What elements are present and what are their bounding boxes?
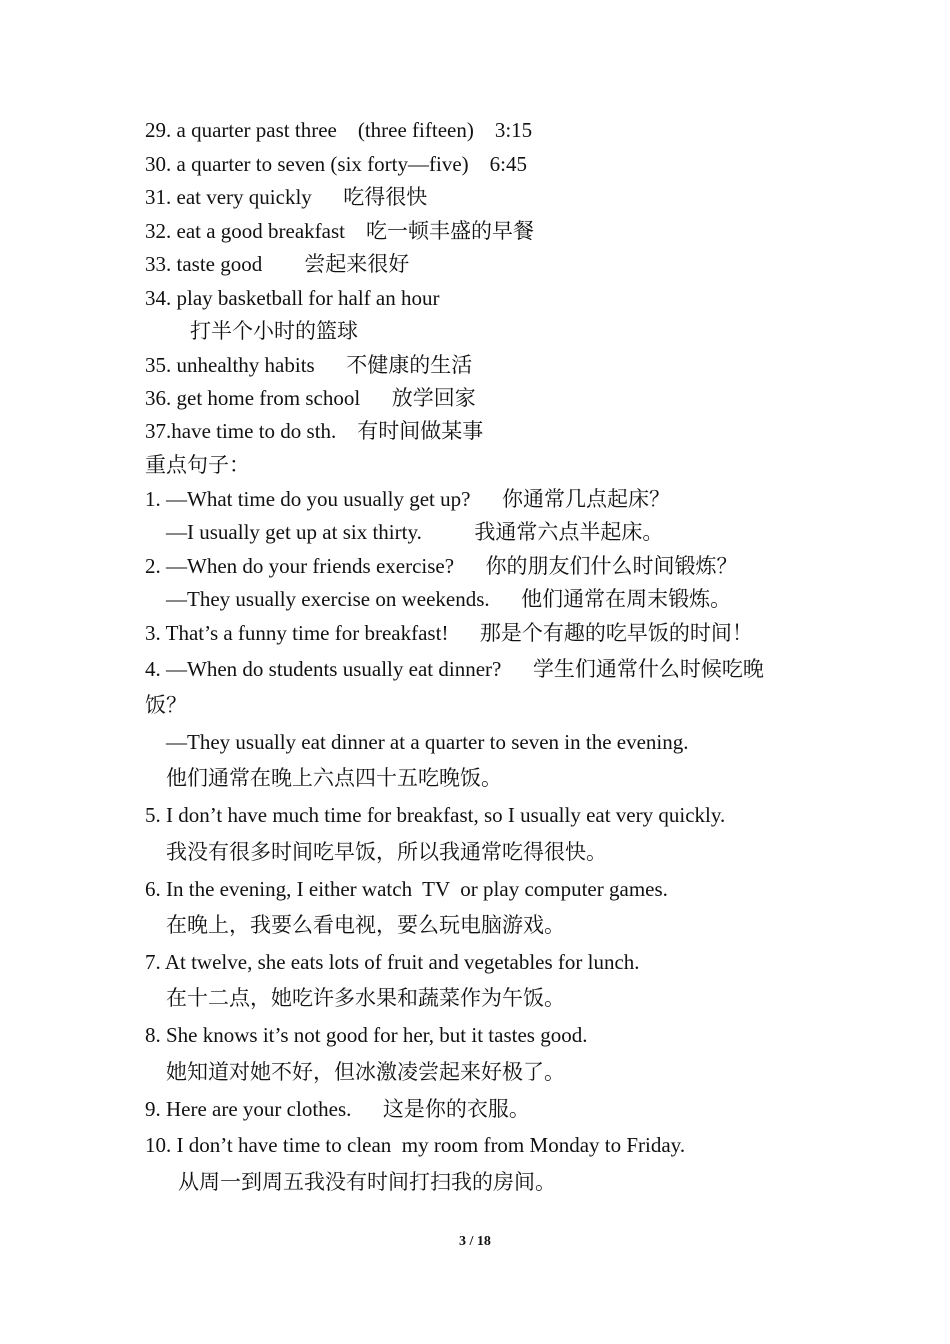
sentence-4-question: 4. —When do students usually eat dinner? 学生们通常什么时候吃晚 (145, 657, 764, 681)
page-number: 3 / 18 (459, 1234, 491, 1249)
sentence-9: 9. Here are your clothes. 这是你的衣服。 (145, 1097, 530, 1121)
sentence-4-translation: 他们通常在晚上六点四十五吃晚饭。 (166, 766, 502, 790)
sentence-2-question: 2. —When do your friends exercise? 你的朋友们什么时间锻炼？ (145, 554, 738, 578)
sentence-5: 5. I don’t have much time for breakfast, so I usually eat very quickly. (145, 803, 726, 827)
phrase-32: 32. eat a good breakfast 吃一顿丰盛的早餐 (145, 219, 535, 243)
sentence-8: 8. She knows it’s not good for her, but it tastes good. (145, 1023, 588, 1047)
sentence-8-translation: 她知道对她不好，但冰激凌尝起来好极了。 (166, 1060, 565, 1084)
phrase-33: 33. taste good 尝起来很好 (145, 252, 410, 276)
sentence-1-question: 1. —What time do you usually get up? 你通常几点起床？ (145, 487, 670, 511)
sentence-10-translation: 从周一到周五我没有时间打扫我的房间。 (178, 1170, 556, 1194)
phrase-36: 36. get home from school 放学回家 (145, 386, 476, 410)
sentence-7: 7. At twelve, she eats lots of fruit and vegetables for lunch. (145, 950, 640, 974)
phrase-31: 31. eat very quickly 吃得很快 (145, 185, 428, 209)
phrase-34-translation: 打半个小时的篮球 (190, 319, 358, 343)
phrase-34: 34. play basketball for half an hour (145, 286, 440, 310)
section-heading: 重点句子： (145, 453, 250, 477)
sentence-6: 6. In the evening, I either watch TV or play computer games. (145, 877, 668, 901)
sentence-7-translation: 在十二点，她吃许多水果和蔬菜作为午饭。 (166, 986, 565, 1010)
sentence-5-translation: 我没有很多时间吃早饭，所以我通常吃得很快。 (166, 840, 607, 864)
sentence-3: 3. That’s a funny time for breakfast! 那是个有趣的吃早饭的时间！ (145, 621, 753, 645)
sentence-2-answer: —They usually exercise on weekends. 他们通常在周末锻炼。 (166, 587, 732, 611)
phrase-37: 37.have time to do sth. 有时间做某事 (145, 419, 484, 443)
sentence-6-translation: 在晚上，我要么看电视，要么玩电脑游戏。 (166, 913, 565, 937)
sentence-1-answer: —I usually get up at six thirty. 我通常六点半起床。 (166, 520, 664, 544)
sentence-4-question-wrap: 饭？ (145, 693, 187, 717)
phrase-29: 29. a quarter past three (three fifteen) 3:15 (145, 118, 533, 142)
sentence-4-answer: —They usually eat dinner at a quarter to seven in the evening. (166, 730, 689, 754)
phrase-35: 35. unhealthy habits 不健康的生活 (145, 353, 473, 377)
phrase-30: 30. a quarter to seven (six forty—five) 6:45 (145, 152, 527, 176)
sentence-10: 10. I don’t have time to clean my room from Monday to Friday. (145, 1133, 686, 1157)
